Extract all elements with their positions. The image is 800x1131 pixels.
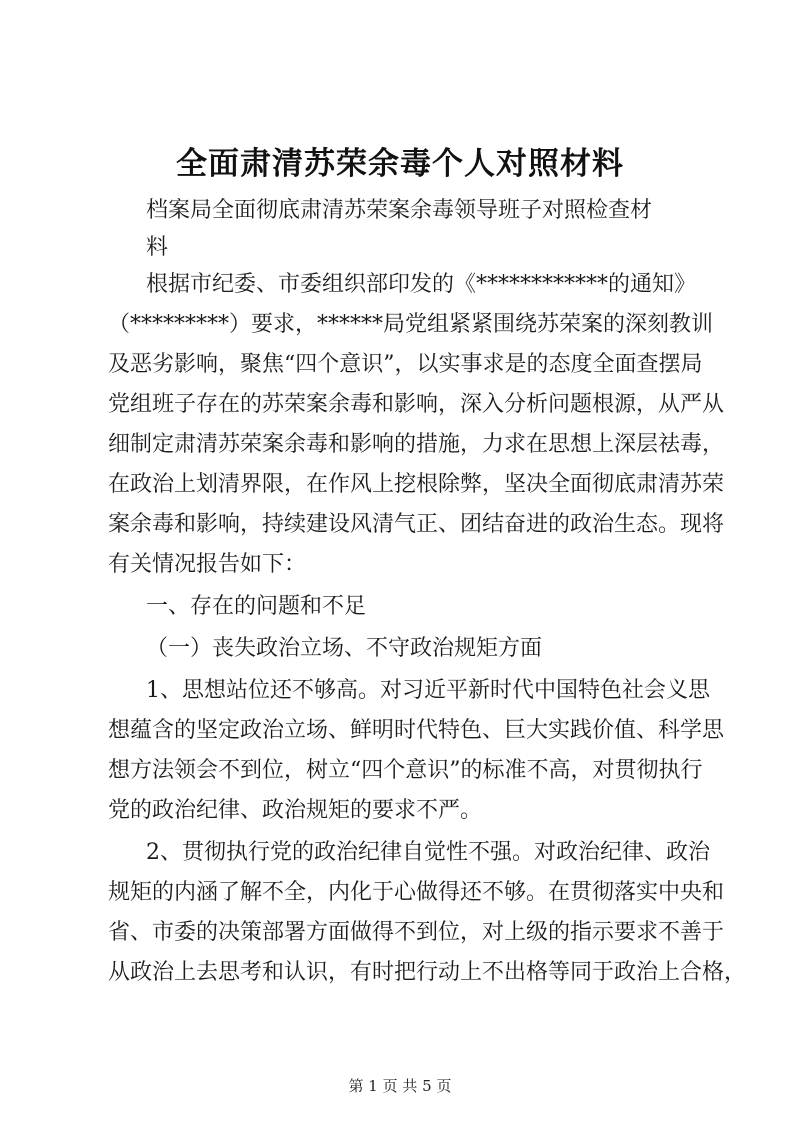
body-line: 细制定肃清苏荣案余毒和影响的措施，力求在思想上深层祛毒，: [108, 432, 725, 457]
body-line: 案余毒和影响，持续建设风清气正、团结奋进的政治生态。现将: [108, 512, 725, 537]
body-line: 根据市纪委、市委组织部印发的《************的通知》: [146, 272, 697, 297]
subsection-heading: （一）丧失政治立场、不守政治规矩方面: [146, 636, 543, 661]
body-line: 有关情况报告如下：: [108, 552, 307, 577]
subtitle-line-1: 档案局全面彻底肃清苏荣案余毒领导班子对照检查材: [146, 198, 653, 223]
body-line: 党的政治纪律、政治规矩的要求不严。: [108, 798, 483, 823]
body-line: （*********）要求，******局党组紧紧围绕苏荣案的深刻教训: [108, 312, 714, 337]
body-line: 党组班子存在的苏荣案余毒和影响，深入分析问题根源，从严从: [108, 392, 725, 417]
body-line: 2、贯彻执行党的政治纪律自觉性不强。对政治纪律、政治: [146, 840, 710, 865]
body-line: 在政治上划清界限，在作风上挖根除弊，坚决全面彻底肃清苏荣: [108, 472, 725, 497]
document-title: 全面肃清苏荣余毒个人对照材料: [176, 146, 624, 182]
subtitle-line-2: 料: [146, 235, 169, 260]
page-number-footer: 第 1 页 共 5 页: [348, 1077, 452, 1095]
body-line: 省、市委的决策部署方面做得不到位，对上级的指示要求不善于: [108, 920, 725, 945]
body-line: 从政治上去思考和认识，有时把行动上不出格等同于政治上合格，: [108, 960, 747, 985]
body-line: 规矩的内涵了解不全，内化于心做得还不够。在贯彻落实中央和: [108, 880, 725, 905]
body-line: 及恶劣影响，聚焦“四个意识”，以实事求是的态度全面查摆局: [108, 352, 703, 377]
section-heading: 一、存在的问题和不足: [146, 594, 367, 619]
body-line: 1、思想站位还不够高。对习近平新时代中国特色社会义思: [146, 678, 710, 703]
body-line: 想蕴含的坚定政治立场、鲜明时代特色、巨大实践价值、科学思: [108, 718, 725, 743]
body-line: 想方法领会不到位，树立“四个意识”的标准不高，对贯彻执行: [108, 758, 703, 783]
